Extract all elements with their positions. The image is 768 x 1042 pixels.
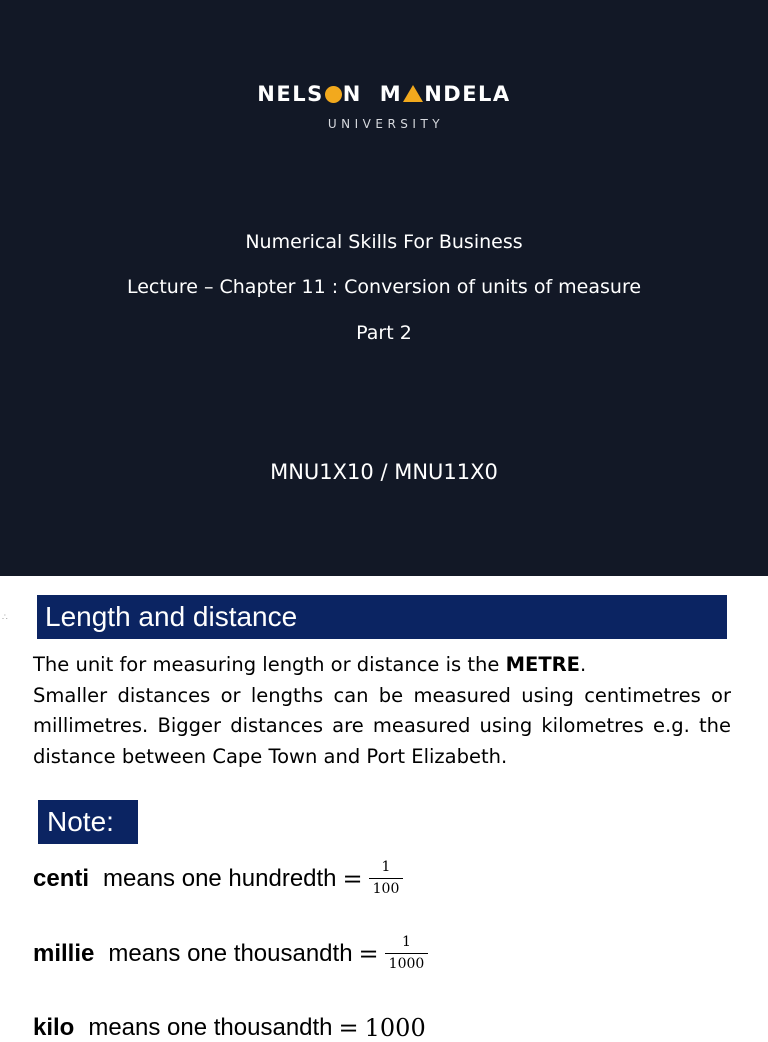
- content-slide: [0, 576, 768, 1042]
- fraction-numerator: 1: [402, 934, 411, 950]
- fraction-denominator: 1000: [385, 953, 429, 973]
- equals-sign: =: [338, 1014, 359, 1042]
- fraction-denominator: 100: [369, 878, 404, 898]
- logo-text-m: M: [379, 82, 403, 106]
- intro-prefix: The unit for measuring length or distance is the: [33, 653, 506, 676]
- section-heading: Length and distance: [37, 595, 727, 639]
- definition-term: kilo: [33, 1014, 75, 1041]
- definition-term: centi: [33, 864, 90, 892]
- equals-sign: =: [358, 939, 379, 968]
- intro-line: [33, 650, 731, 681]
- intro-bold-term: METRE: [505, 653, 580, 676]
- course-title: Numerical Skills For Business: [245, 231, 523, 253]
- stray-mark: ∴: [2, 612, 8, 622]
- fraction: [385, 934, 429, 973]
- body-text: Smaller distances or lengths can be measured using centimetres or millimetres. Bigger distances are measured using kilometres e.g. the distance between Cape Town and Port Elizabeth.: [33, 683, 731, 768]
- definition-centi: [33, 859, 403, 898]
- module-codes: MNU1X10 / MNU11X0: [270, 460, 498, 484]
- lecture-title: Lecture – Chapter 11 : Conversion of units of measure: [126, 276, 642, 298]
- definition-term: millie: [33, 939, 95, 967]
- fraction-numerator: 1: [381, 859, 391, 875]
- definition-millie: [33, 934, 428, 973]
- note-label: Note:: [38, 800, 138, 844]
- university-logo: [0, 82, 768, 131]
- logo-text-nels: NELS: [257, 82, 324, 106]
- logo-text-ndela: NDELA: [424, 82, 511, 106]
- logo-wordmark: [0, 82, 768, 106]
- part-label: Part 2: [356, 322, 412, 344]
- equals-sign: =: [342, 864, 363, 893]
- logo-circle-icon: [325, 86, 342, 103]
- definition-text: means one thousandth: [88, 1014, 333, 1041]
- logo-triangle-icon: [403, 85, 423, 102]
- logo-subtitle: UNIVERSITY: [327, 117, 445, 131]
- definition-text: means one thousandth: [108, 939, 353, 967]
- definition-kilo: [33, 1014, 426, 1042]
- intro-suffix: .: [579, 653, 587, 676]
- fraction: [369, 859, 404, 898]
- intro-paragraph: [33, 650, 731, 772]
- logo-text-n: N: [342, 82, 362, 106]
- definition-text: means one hundredth: [103, 864, 337, 892]
- definition-value: 1000: [364, 1014, 426, 1042]
